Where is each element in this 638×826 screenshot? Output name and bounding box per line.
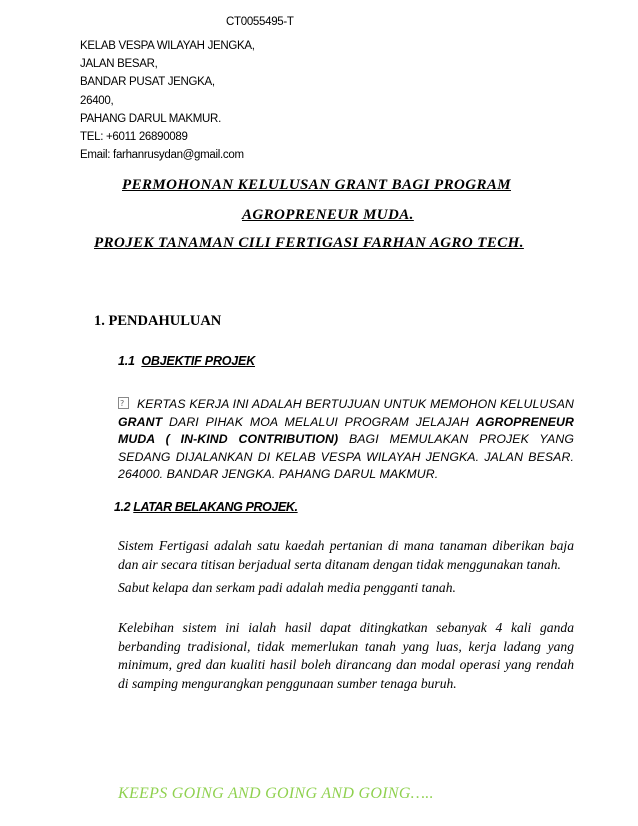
objective-bold-program: AGROPRENEUR MUDA ( IN-KIND CONTRIBUTION) (118, 414, 574, 447)
phone-line: TEL: +6011 26890089 (80, 131, 188, 144)
subsection-title: LATAR BELAKANG PROJEK. (133, 500, 298, 514)
subsection-heading-objective (118, 354, 255, 368)
subsection-number: 1.2 (114, 500, 131, 514)
address-line: JALAN BESAR, (80, 58, 158, 71)
objective-bold-grant: GRANT (118, 414, 163, 429)
background-paragraph-1: Sistem Fertigasi adalah satu kaedah pertanian di mana tanaman diberikan baja dan air secara titisan berjadual serta ditanam dengan tidak menggunakan tanah. (118, 538, 574, 572)
subsection-number: 1.1 (118, 354, 135, 368)
reference-number: CT0055495-T (226, 16, 294, 28)
subsection-title: OBJEKTIF PROJEK (141, 354, 256, 368)
broken-image-icon (118, 397, 129, 409)
address-block (80, 37, 255, 164)
objective-text-c: BAGI MEMULAKAN PROJEK YANG SEDANG DIJALANKAN DI KELAB VESPA WILAYAH JENGKA. JALAN BESAR. 264000. BANDAR JENGKA. PAHANG DARUL MAKMUR. (118, 432, 575, 482)
address-line: KELAB VESPA WILAYAH JENGKA, (80, 40, 255, 52)
email-line: Email: farhanrusydan@gmail.com (80, 149, 244, 162)
project-title: PROJEK TANAMAN CILI FERTIGASI FARHAN AGRO TECH. (94, 235, 524, 251)
background-paragraph-2: Sabut kelapa dan serkam padi adalah media pengganti tanah. (118, 580, 456, 595)
document-title-line-1: PERMOHONAN KELULUSAN GRANT BAGI PROGRAM (122, 177, 511, 193)
address-line: PAHANG DARUL MAKMUR. (80, 112, 221, 125)
address-line: BANDAR PUSAT JENGKA, (80, 76, 215, 89)
section-heading: 1. PENDAHULUAN (94, 313, 222, 329)
objective-paragraph (118, 396, 574, 484)
background-paragraph-3: Kelebihan sistem ini ialah hasil dapat ditingkatkan sebanyak 4 kali ganda berbanding tradisional, tidak memerlukan tanah yang luas, kerja ladang yang minimum, gred dan kualiti hasil boleh dirancang dan modal operasi yang rendah di samping mengurangkan penggunaan sumber tenaga buruh. (118, 620, 574, 691)
document-title-line-2: AGROPRENEUR MUDA. (242, 207, 414, 223)
footer-slogan: KEEPS GOING AND GOING AND GOING….. (118, 785, 434, 802)
objective-text-a: KERTAS KERJA INI ADALAH BERTUJUAN UNTUK MEMOHON KELULUSAN (137, 397, 574, 411)
subsection-heading-background (114, 500, 298, 514)
objective-text-b: DARI PIHAK MOA MELALUI PROGRAM JELAJAH (162, 414, 476, 429)
address-line: 26400, (80, 94, 114, 107)
